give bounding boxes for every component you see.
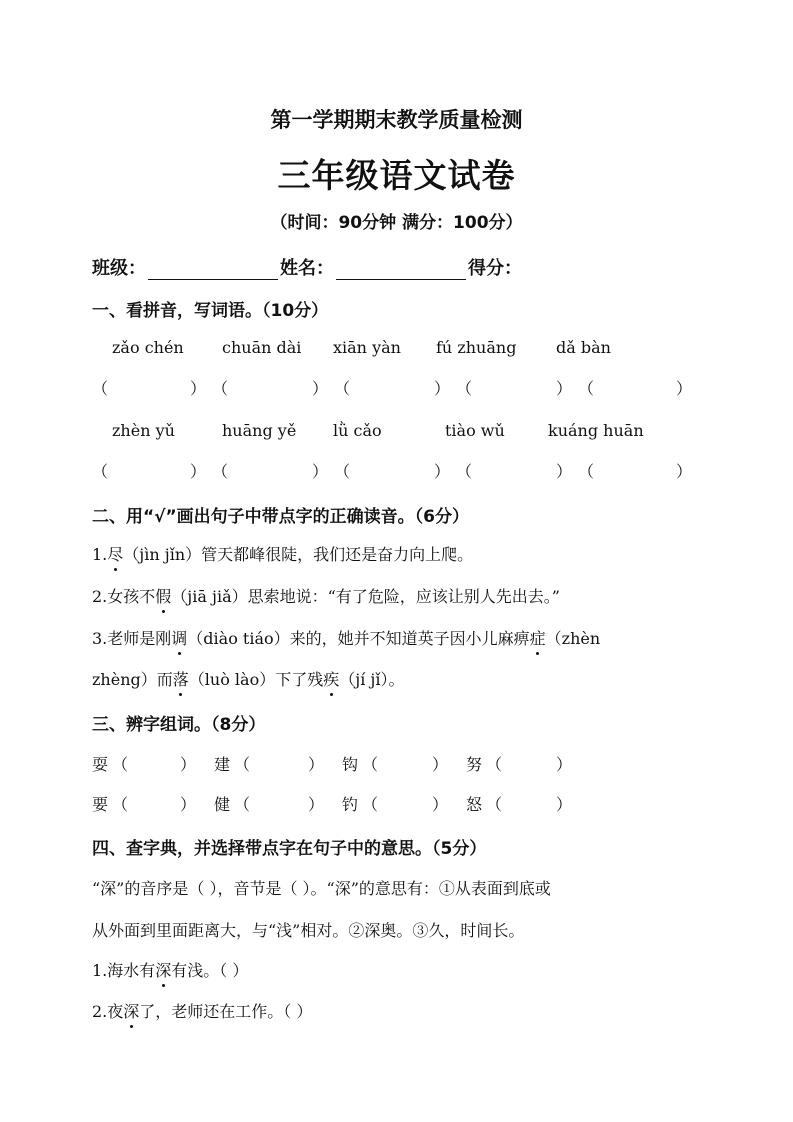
answer-box-2-1-open: （ xyxy=(92,462,109,481)
section2-q3-cont xyxy=(92,667,404,690)
char-1-2-paren-close: ） xyxy=(308,755,325,774)
s4q1-dotted-char: 深 xyxy=(155,958,171,981)
char-1-3: 钩 xyxy=(342,755,359,774)
section3-heading: 三、辨字组词。（8分） xyxy=(92,715,266,735)
s4q2-prefix: 2.夜 xyxy=(92,1002,124,1021)
name-blank[interactable] xyxy=(336,261,466,280)
pinyin-1-5: dǎ bàn xyxy=(556,338,611,357)
answer-box-1-1-open: （ xyxy=(92,379,109,398)
pinyin-2-4: tiào wǔ xyxy=(445,421,505,440)
char-1-4-paren-open: （ xyxy=(486,755,503,774)
section2-q2 xyxy=(92,584,560,607)
answer-box-1-3-open: （ xyxy=(334,379,351,398)
answer-box-1-4-open: （ xyxy=(456,379,473,398)
answer-box-1-1-close: ） xyxy=(190,379,207,398)
char-2-1-paren-close: ） xyxy=(180,795,197,814)
char-1-4: 努 xyxy=(466,755,483,774)
char-2-3-paren-open: （ xyxy=(362,795,379,814)
pinyin-2-3: lǜ cǎo xyxy=(333,421,382,440)
answer-box-1-4-close: ） xyxy=(556,379,573,398)
q3-dotted-char: 调 xyxy=(171,626,187,649)
char-1-4-paren-close: ） xyxy=(556,755,573,774)
char-2-2: 健 xyxy=(214,795,231,814)
char-2-1: 要 xyxy=(92,795,109,814)
char-1-3-paren-close: ） xyxy=(432,755,449,774)
s4q2-text: 了，老师还在工作。（ ） xyxy=(139,1002,313,1021)
answer-box-2-4-open: （ xyxy=(456,462,473,481)
q3b-dotted-char-2: 疾 xyxy=(323,667,339,690)
pinyin-2-5: kuáng huān xyxy=(548,421,644,440)
answer-box-2-2-close: ） xyxy=(312,462,329,481)
section4-q1 xyxy=(92,958,248,981)
q3-dotted-char-2: 症 xyxy=(530,626,546,649)
q3b-text-end: （jí jǐ）。 xyxy=(339,670,405,689)
time-info: （时间：90分钟 满分：100分） xyxy=(270,213,523,233)
class-blank[interactable] xyxy=(148,261,278,280)
student-info-row xyxy=(92,254,522,280)
section2-q1 xyxy=(92,542,473,565)
char-2-2-paren-close: ） xyxy=(308,795,325,814)
answer-box-2-3-open: （ xyxy=(334,462,351,481)
q2-text: （jiā jiǎ）思索地说：“有了危险，应该让别人先出去。” xyxy=(171,587,560,606)
s4q2-dotted-char: 深 xyxy=(123,999,139,1022)
exam-subtitle: 第一学期期末教学质量检测 xyxy=(270,108,523,132)
answer-box-1-3-close: ） xyxy=(434,379,451,398)
pinyin-1-3: xiān yàn xyxy=(333,338,401,357)
char-1-1-paren-open: （ xyxy=(112,755,129,774)
answer-box-2-4-close: ） xyxy=(556,462,573,481)
char-1-2-paren-open: （ xyxy=(234,755,251,774)
answer-box-1-2-open: （ xyxy=(212,379,229,398)
pinyin-1-1: zǎo chén xyxy=(112,338,184,357)
pinyin-2-1: zhèn yǔ xyxy=(112,421,175,440)
char-2-3-paren-close: ） xyxy=(432,795,449,814)
q3-prefix: 3.老师是刚 xyxy=(92,629,172,648)
section2-heading: 二、用“√”画出句子中带点字的正确读音。（6分） xyxy=(92,507,470,527)
section4-line1: “深”的音序是（ ），音节是（ ）。“深”的意思有：①从表面到底或 xyxy=(92,879,551,898)
answer-box-1-5-close: ） xyxy=(676,379,693,398)
q1-text: （jìn jǐn）管天都峰很陡，我们还是奋力向上爬。 xyxy=(123,545,474,564)
s4q1-text: 有浅。（ ） xyxy=(171,961,249,980)
answer-box-2-3-close: ） xyxy=(434,462,451,481)
char-2-1-paren-open: （ xyxy=(112,795,129,814)
name-label: 姓名： xyxy=(280,258,334,279)
score-label: 得分： xyxy=(468,258,522,279)
answer-box-2-2-open: （ xyxy=(212,462,229,481)
pinyin-2-2: huāng yě xyxy=(222,421,297,440)
char-2-2-paren-open: （ xyxy=(234,795,251,814)
answer-box-2-5-open: （ xyxy=(578,462,595,481)
char-1-1-paren-close: ） xyxy=(180,755,197,774)
char-1-1: 耍 xyxy=(92,755,109,774)
pinyin-1-4: fú zhuāng xyxy=(436,338,517,357)
answer-box-1-5-open: （ xyxy=(578,379,595,398)
char-1-3-paren-open: （ xyxy=(362,755,379,774)
char-2-4: 怒 xyxy=(466,795,483,814)
q3-text-end: （zhèn xyxy=(545,629,601,648)
q1-dotted-char: 尽 xyxy=(107,542,123,565)
section4-line2: 从外面到里面距离大，与“浅”相对。②深奥。③久，时间长。 xyxy=(92,921,525,940)
q3-text: （diào tiáo）来的，她并不知道英子因小儿麻痹 xyxy=(187,629,530,648)
section1-heading: 一、看拼音，写词语。（10分） xyxy=(92,301,329,321)
exam-title: 三年级语文试卷 xyxy=(277,156,516,195)
q3b-text: （luò lào）下了残 xyxy=(188,670,324,689)
pinyin-1-2: chuān dài xyxy=(222,338,302,357)
q2-prefix: 2.女孩不 xyxy=(92,587,156,606)
answer-box-1-2-close: ） xyxy=(312,379,329,398)
q2-dotted-char: 假 xyxy=(155,584,171,607)
s4q1-prefix: 1.海水有 xyxy=(92,961,156,980)
class-label: 班级： xyxy=(92,258,146,279)
answer-box-2-5-close: ） xyxy=(676,462,693,481)
char-2-4-paren-open: （ xyxy=(486,795,503,814)
section4-q2 xyxy=(92,999,312,1022)
q3b-prefix: zhèng）而 xyxy=(92,670,173,689)
answer-box-2-1-close: ） xyxy=(190,462,207,481)
section2-q3 xyxy=(92,626,600,649)
char-1-2: 建 xyxy=(214,755,231,774)
char-2-3: 钓 xyxy=(342,795,359,814)
section4-heading: 四、查字典，并选择带点字在句子中的意思。（5分） xyxy=(92,839,487,859)
q3b-dotted-char: 落 xyxy=(173,667,189,690)
char-2-4-paren-close: ） xyxy=(556,795,573,814)
q1-prefix: 1. xyxy=(92,545,108,564)
